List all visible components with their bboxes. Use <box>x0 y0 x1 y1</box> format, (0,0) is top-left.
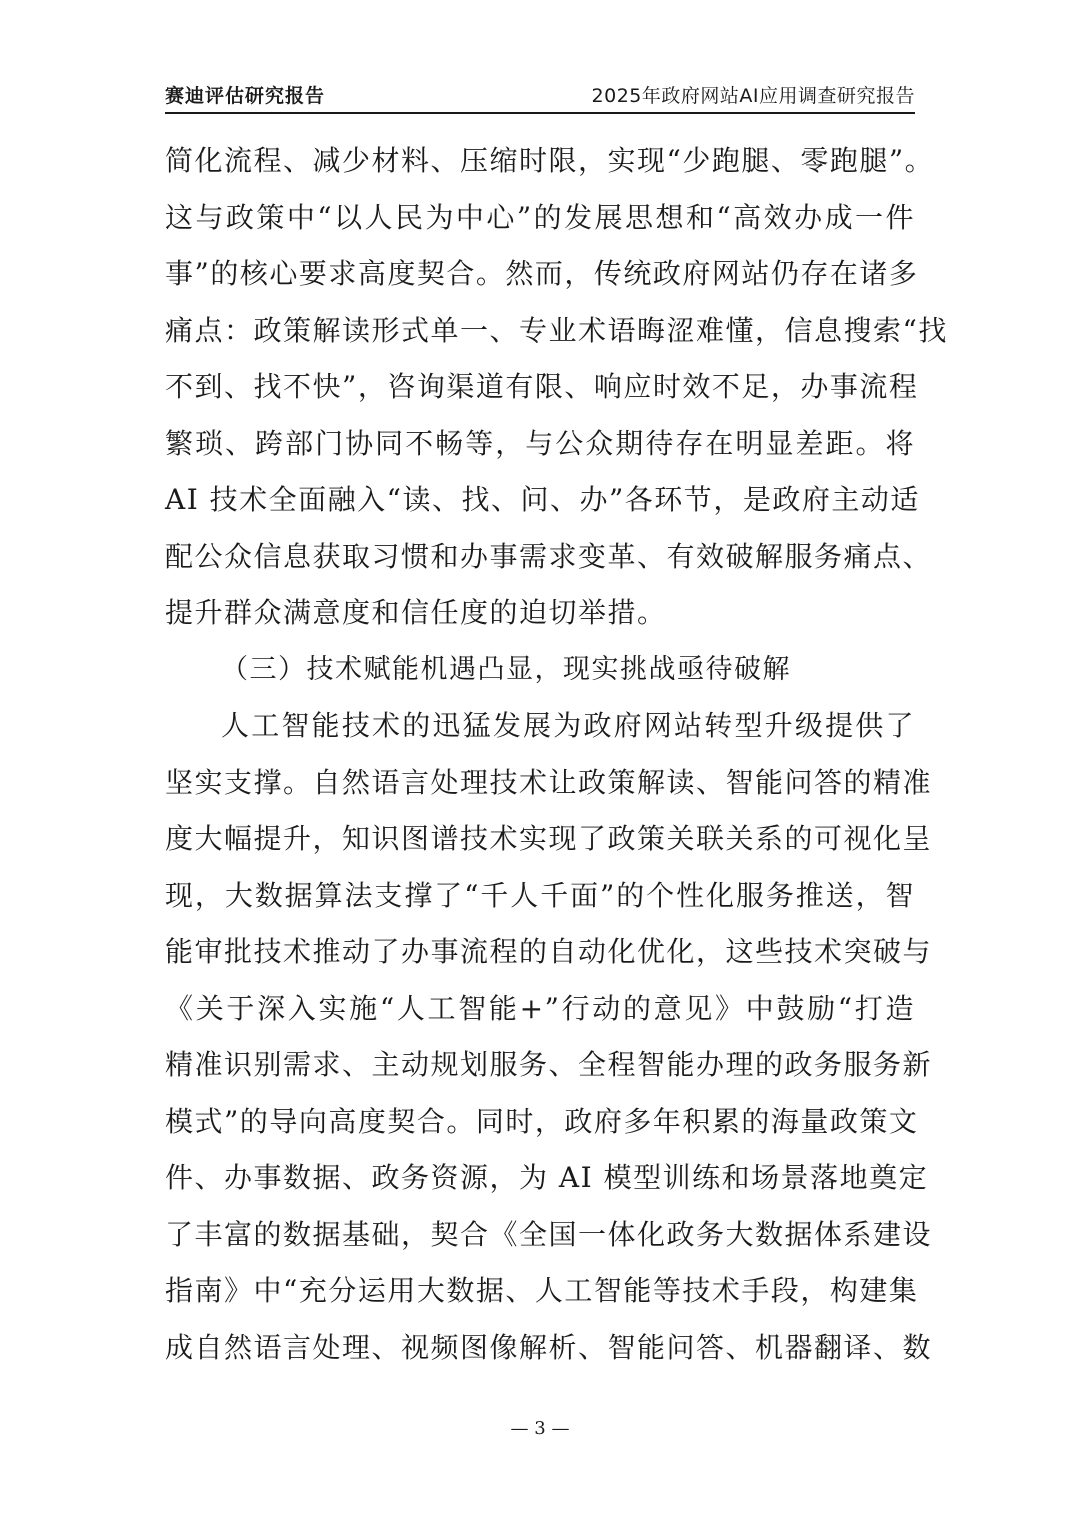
body-text <box>165 133 948 1376</box>
section-heading: （三）技术赋能机遇凸显，现实挑战亟待破解 <box>221 653 791 685</box>
paragraph-1-line: 不到、找不快”，咨询渠道有限、响应时效不足，办事流程 <box>165 370 919 403</box>
page-number: — 3 — <box>510 1418 570 1439</box>
paragraph-2-line: 人工智能技术的迅猛发展为政府网站转型升级提供了 <box>221 709 915 742</box>
paragraph-1-line: 这与政策中“以人民为中心”的发展思想和“高效办成一件 <box>165 200 915 234</box>
paragraph-2-line: 成自然语言处理、视频图像解析、智能问答、机器翻译、数 <box>165 1330 933 1364</box>
paragraph-2-line: 现，大数据算法支撑了“千人千面”的个性化服务推送，智 <box>165 878 915 912</box>
paragraph-1-line: 提升群众满意度和信任度的迫切举措。 <box>165 596 667 629</box>
paragraph-1-line: 事”的核心要求高度契合。然而，传统政府网站仍存在诸多 <box>165 257 919 290</box>
paragraph-2-line: 《关于深入实施“人工智能+”行动的意见》中鼓励“打造 <box>165 991 915 1025</box>
paragraph-2-line: 坚实支撑。自然语言处理技术让政策解读、智能问答的精准 <box>165 765 933 799</box>
paragraph-2-line: 模式”的导向高度契合。同时，政府多年积累的海量政策文 <box>165 1104 919 1138</box>
paragraph-2-line: 能审批技术推动了办事流程的自动化优化，这些技术突破与 <box>165 935 933 968</box>
page-header <box>165 72 915 112</box>
header-org: 赛迪评估研究报告 <box>165 85 326 107</box>
paragraph-2-line: 了丰富的数据基础，契合《全国一体化政务大数据体系建设 <box>165 1217 933 1251</box>
paragraph-2-line: 精准识别需求、主动规划服务、全程智能办理的政务服务新 <box>165 1048 933 1081</box>
paragraph-1-line: 简化流程、减少材料、压缩时限，实现“少跑腿、零跑腿”。 <box>165 144 935 177</box>
header-rule <box>165 112 915 114</box>
paragraph-2-line: 指南》中“充分运用大数据、人工智能等技术手段，构建集 <box>165 1274 919 1307</box>
paragraph-1-line: 痛点：政策解读形式单一、专业术语晦涩难懂，信息搜索“找 <box>165 313 948 347</box>
paragraph-2-line: 度大幅提升，知识图谱技术实现了政策关联关系的可视化呈 <box>165 822 933 855</box>
header-report-title: 2025年政府网站AI应用调查研究报告 <box>591 85 915 107</box>
paragraph-1-line: AI 技术全面融入“读、找、问、办”各环节，是政府主动适 <box>165 483 920 516</box>
paragraph-1-line: 配公众信息获取习惯和办事需求变革、有效破解服务痛点、 <box>165 539 933 573</box>
paragraph-2-line: 件、办事数据、政务资源，为 AI 模型训练和场景落地奠定 <box>165 1161 929 1194</box>
paragraph-1-line: 繁琐、跨部门协同不畅等，与公众期待存在明显差距。将 <box>165 426 915 460</box>
